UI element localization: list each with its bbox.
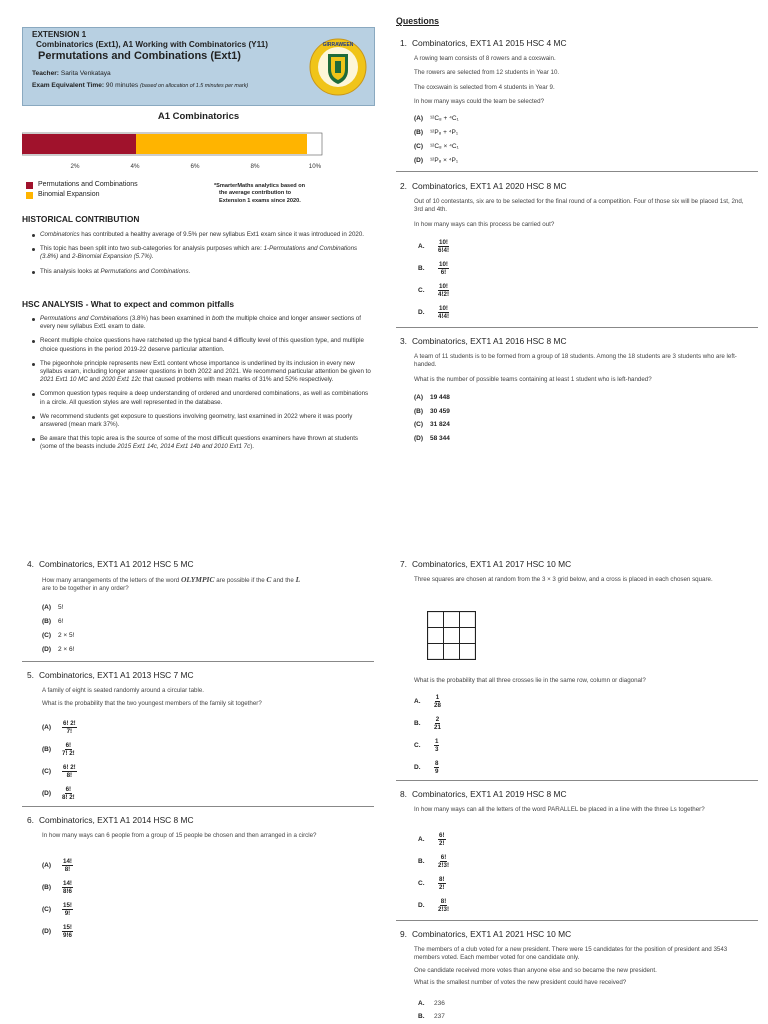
header-teacher: Teacher: Sarita Venkataya [32, 70, 111, 77]
option[interactable]: A. 236 [418, 1000, 445, 1007]
option[interactable]: C. $\frac{1}{3}$ [414, 737, 439, 753]
option[interactable]: (B) 30 459 [414, 407, 450, 415]
three-by-three-grid [427, 611, 476, 660]
question-5-text: A family of eight is seated randomly around a circular table. What is the probability that the two youngest members of the family sit together? [42, 687, 262, 708]
option[interactable]: (A) $\frac{14!}{8!}$ [42, 857, 72, 873]
question-7-prompt: What is the probability that all three crosses lie in the same row, column or diagonal? [414, 677, 646, 684]
question-3-options [414, 391, 450, 445]
question-6-heading: 6. Combinatorics, EXT1 A1 2014 HSC 8 MC [27, 815, 194, 825]
list-item: Combinatorics has contributed a healthy average of 9.5% per new syllabus Ext1 exam since it was introduced in 2020. [22, 231, 372, 239]
list-item: Recent multiple choice questions have ratcheted up the typical band 4 difficulty level of this question type, and multiple choice questions in the period 2019-22 deserve particular attention. [22, 337, 372, 353]
list-item: Permutations and Combinations (3.8%) has been examined in both the multiple choice and longer answer sections of every new syllabus Ext1 exam to date. [22, 315, 372, 331]
question-5-options [42, 716, 77, 804]
option[interactable]: (A) ¹²C₈ + ⁴C₁ [414, 114, 459, 122]
question-4-options [42, 600, 74, 656]
option[interactable]: (A) 19 448 [414, 394, 450, 402]
question-2-text: Out of 10 contestants, six are to be selected for the final round of a competition. Four of those six will be placed 1st, 2nd, 3rd and 4th. In how many ways can this process be carried out? [414, 198, 744, 228]
question-7-options [414, 690, 441, 778]
option[interactable]: (B) ¹²P₈ + ⁴P₁ [414, 128, 459, 136]
list-item: The pigeonhole principle represents new Ext1 content whose importance is underlined by its inclusion in every new syllabus exam, including longer answer questions in both 2022 and 2021. We recommend particular attention be given to 2021 Ext1 10 MC and 2020 Ext1 12c that caused problems with mean marks of 31% and 52% respectively. [22, 360, 372, 385]
question-8-text: In how many ways can all the letters of the word PARALLEL be placed in a line with the three Ls together? [414, 806, 705, 813]
legend-item: Binomial Expansion [26, 190, 138, 200]
option[interactable]: A. $\frac{6!}{2!}$ [418, 831, 445, 847]
question-3-heading: 3. Combinatorics, EXT1 A1 2016 HSC 8 MC [400, 336, 567, 346]
x-tick-label: 2% [70, 163, 80, 170]
question-8-options [418, 828, 449, 916]
option[interactable]: A. $\frac{1}{28}$ [414, 693, 441, 709]
question-5-heading: 5. Combinatorics, EXT1 A1 2013 HSC 7 MC [27, 670, 194, 680]
chart-legend [26, 180, 138, 200]
question-9-heading: 9. Combinatorics, EXT1 A1 2021 HSC 10 MC [400, 929, 572, 939]
option[interactable]: C. $\frac{10!}{4!2!}$ [418, 282, 450, 298]
divider [22, 806, 374, 807]
question-6-text: In how many ways can 6 people from a group of 15 people be chosen and then arranged in a circle? [42, 832, 317, 839]
question-9-options [418, 997, 445, 1023]
divider [22, 661, 374, 662]
option[interactable]: B. $\frac{10!}{6!}$ [418, 260, 448, 276]
option[interactable]: B. $\frac{2}{21}$ [414, 715, 441, 731]
option[interactable]: (A) 5! [42, 603, 64, 611]
historical-heading: HISTORICAL CONTRIBUTION [22, 214, 140, 224]
option[interactable]: D. $\frac{10!}{4!4!}$ [418, 304, 450, 320]
analysis-list [22, 315, 372, 458]
bar-segment-1 [22, 134, 136, 154]
divider [396, 327, 758, 328]
list-item: Common question types require a deep understanding of ordered and unordered combinations, as well as combinations in a circle. All question styles are well represented in the database. [22, 390, 372, 406]
legend-item: Permutations and Combinations [26, 180, 138, 190]
option[interactable]: (A) $\frac{6! 2!}{7!}$ [42, 719, 76, 735]
school-crest-icon [309, 34, 367, 100]
option[interactable]: (C) 31 824 [414, 421, 450, 429]
option[interactable]: D. $\frac{8}{9}$ [414, 759, 439, 775]
option[interactable]: D. $\frac{8!}{2!3!}$ [418, 897, 450, 913]
question-7-heading: 7. Combinatorics, EXT1 A1 2017 HSC 10 MC [400, 559, 572, 569]
list-item: We recommend students get exposure to questions involving geometry, last examined in 2022 where it was poorly answered (mean mark 37%). [22, 413, 372, 429]
question-2-options [418, 235, 449, 323]
option[interactable]: (C) ¹²C₈ × ⁴C₁ [414, 142, 459, 150]
contribution-chart [22, 132, 382, 174]
question-8-heading: 8. Combinatorics, EXT1 A1 2019 HSC 8 MC [400, 789, 567, 799]
option[interactable]: (D) $\frac{15!}{9!6}$ [42, 923, 72, 939]
option[interactable]: (B) $\frac{6!}{7! 2!}$ [42, 741, 75, 757]
bar-segment-2 [136, 134, 307, 154]
question-9-text: The members of a club voted for a new president. There were 15 candidates for the position of president and 3543 members voted. Each member voted for one candidate only. One candidate received more votes than anyone else and so became the new president. What is the smallest number of votes the new president could have received? [414, 946, 728, 987]
question-1-text: A rowing team consists of 8 rowers and a coxswain. The rowers are selected from 12 students in Year 10. The coxswain is selected from 4 students in Year 9. In how many ways could the team be selected? [414, 55, 560, 106]
x-tick-label: 10% [308, 163, 322, 170]
option[interactable]: (C) 2 × 5! [42, 631, 75, 639]
option[interactable]: (B) 6! [42, 617, 64, 625]
questions-heading: Questions [396, 16, 440, 26]
chart-title: A1 Combinatorics [157, 111, 240, 122]
header-title: Permutations and Combinations (Ext1) [38, 50, 241, 62]
divider [396, 920, 758, 921]
header-course: EXTENSION 1 [32, 30, 87, 39]
option[interactable]: (C) $\frac{6! 2!}{8!}$ [42, 763, 76, 779]
analysis-heading: HSC ANALYSIS - What to expect and common pitfalls [22, 299, 235, 309]
question-2-heading: 2. Combinatorics, EXT1 A1 2020 HSC 8 MC [400, 181, 567, 191]
question-6-options [42, 854, 73, 942]
list-item: Be aware that this topic area is the source of some of the most difficult questions examiners have thrown at students (some of the beasts include 2015 Ext1 14c, 2014 Ext1 14b and 2010 Ext1 7c). [22, 435, 372, 451]
question-4-heading: 4. Combinatorics, EXT1 A1 2012 HSC 5 MC [27, 559, 194, 569]
question-1-heading: 1. Combinatorics, EXT1 A1 2015 HSC 4 MC [400, 38, 567, 48]
divider [396, 171, 758, 172]
divider [396, 780, 758, 781]
worksheet-header [22, 27, 375, 106]
option[interactable]: B. $\frac{6!}{2!3!}$ [418, 853, 450, 869]
option[interactable]: (C) $\frac{15!}{9!}$ [42, 901, 72, 917]
historical-list [22, 231, 372, 282]
x-tick-label: 4% [130, 163, 140, 170]
option[interactable]: C. $\frac{8!}{2!}$ [418, 875, 445, 891]
question-1-options [414, 111, 459, 167]
list-item: This topic has been split into two sub-categories for analysis purposes which are: 1-Permutations and Combinations (3.8%) and 2-Binomial Expansion (5.7%). [22, 245, 372, 261]
list-item: This analysis looks at Permutations and Combinations. [22, 268, 372, 276]
question-3-text: A team of 11 students is to be formed from a group of 18 students. Among the 18 students are 3 students who are left-handed. What is the number of possible teams containing at least 1 student who is left-handed? [414, 353, 737, 383]
header-topic: Combinatorics (Ext1), A1 Working with Combinatorics (Y11) [36, 40, 269, 49]
option[interactable]: (D) 2 × 6! [42, 645, 75, 653]
x-tick-label: 6% [190, 163, 200, 170]
analytics-note: *SmarterMaths analytics based on the average contribution to Extension 1 exams since 2020. [214, 183, 306, 204]
question-7-text: Three squares are chosen at random from the 3 × 3 grid below, and a cross is placed in each chosen square. [414, 576, 713, 583]
option[interactable]: (D) ¹²P₈ × ⁴P₁ [414, 156, 459, 164]
option[interactable]: B. 237 [418, 1013, 445, 1020]
option[interactable]: A. $\frac{10!}{6!4!}$ [418, 238, 450, 254]
x-tick-label: 8% [250, 163, 260, 170]
question-4-text: How many arrangements of the letters of the word OLYMPIC are possible if the C and the L are to be together in any order? [42, 575, 301, 593]
svg-text:GIRRAWEEN: GIRRAWEEN [322, 42, 354, 48]
option[interactable]: (D) $\frac{6!}{8! 2!}$ [42, 785, 75, 801]
option[interactable]: (D) 58 344 [414, 434, 450, 442]
header-time: Exam Equivalent Time: 90 minutes (based on allocation of 1.5 minutes per mark) [32, 82, 249, 89]
option[interactable]: (B) $\frac{14!}{8!6}$ [42, 879, 72, 895]
